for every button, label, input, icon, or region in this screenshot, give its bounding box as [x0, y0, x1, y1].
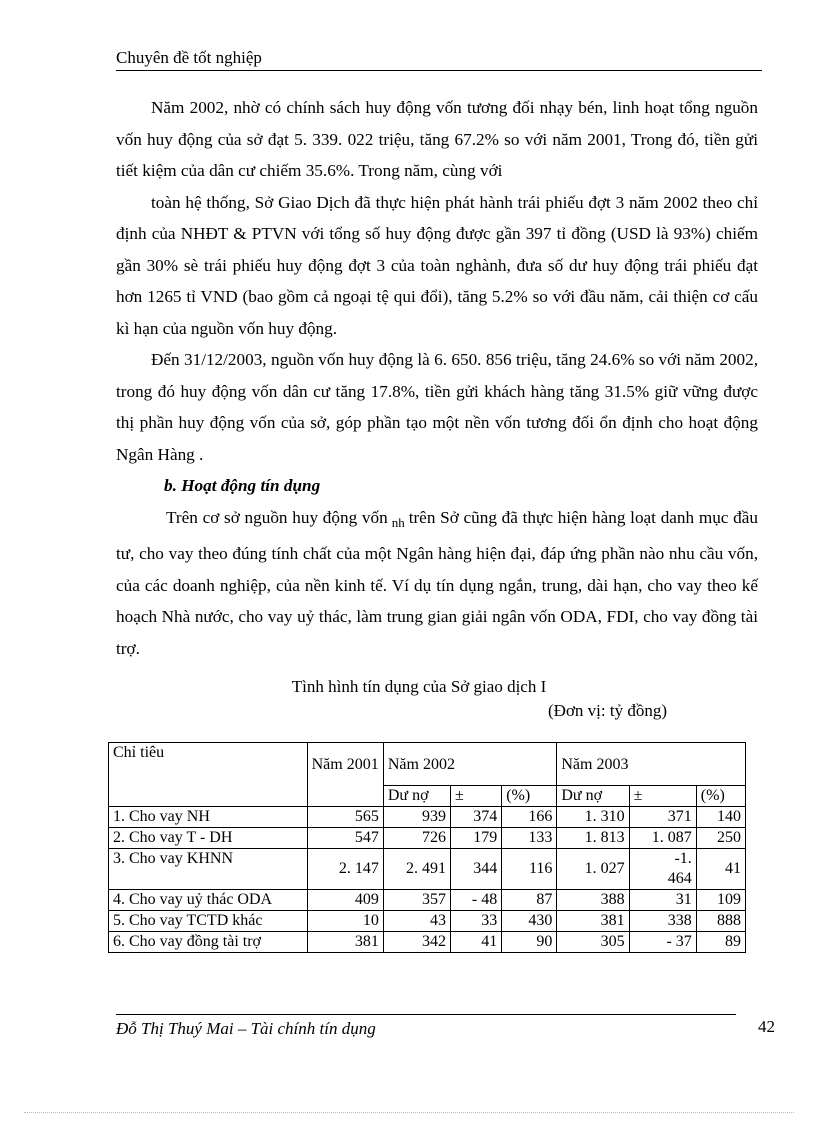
cell-2001: 565	[307, 807, 383, 828]
cell-pct-2003: 109	[696, 890, 745, 911]
cell-change-2002: 179	[451, 828, 502, 849]
cell-2001: 547	[307, 828, 383, 849]
row-name: 3. Cho vay KHNN	[109, 849, 308, 890]
cell-du-no-2003: 305	[557, 932, 629, 953]
cell-change-2003: - 37	[629, 932, 696, 953]
row-name: 4. Cho vay uỷ thác ODA	[109, 890, 308, 911]
header-year-2001: Năm 2001	[307, 743, 383, 807]
paragraph-4-start: Trên cơ sở nguồn huy động vốn	[166, 507, 388, 527]
cell-du-no-2003: 1. 027	[557, 849, 629, 890]
paragraph-4-inline-note: nh	[391, 514, 405, 530]
cell-change-2002: - 48	[451, 890, 502, 911]
table-row	[109, 828, 746, 849]
paragraph-3: Đến 31/12/2003, nguồn vốn huy động là 6. 650. 856 triệu, tăng 24.6% so với năm 2002, trong đó huy động vốn dân cư tăng 17.8%, tiền gửi khách hàng tăng 31.5% giữ vững được thị phần huy động vốn của sở, góp phần tạo một nền vốn tương đối ổn định cho hoạt động Ngân Hàng .	[116, 350, 758, 464]
cell-du-no-2002: 2. 491	[383, 849, 450, 890]
header-pct-2002: (%)	[502, 786, 557, 807]
body-text	[116, 92, 758, 664]
cell-change-2003: 31	[629, 890, 696, 911]
header-title: Chuyên đề tốt nghiệp	[116, 48, 262, 67]
page-bottom-border	[24, 1112, 794, 1113]
table-row	[109, 911, 746, 932]
paragraph-4	[116, 502, 758, 665]
cell-pct-2002: 87	[502, 890, 557, 911]
header-change-2002: ±	[451, 786, 502, 807]
table-unit: (Đơn vị: tỷ đồng)	[548, 701, 668, 720]
table-title: Tình hình tín dụng của Sở giao dịch I	[291, 677, 547, 696]
paragraph-1: Năm 2002, nhờ có chính sách huy động vốn tương đối nhạy bén, linh hoạt tổng nguồn vốn huy động của sở đạt 5. 339. 022 triệu, tăng 67.2% so với năm 2001, Trong đó, tiền gửi tiết kiệm của dân cư chiếm 35.6%. Trong năm, cùng với	[116, 98, 758, 180]
cell-change-2003: 338	[629, 911, 696, 932]
cell-du-no-2003: 381	[557, 911, 629, 932]
cell-pct-2003: 89	[696, 932, 745, 953]
row-name: 2. Cho vay T - DH	[109, 828, 308, 849]
table-row	[109, 932, 746, 953]
paragraph-4-end: trên Sở cũng đã thực hiện hàng loạt danh mục đầu tư, cho vay theo đúng tính chất của một Ngân hàng hiện đại, đáp ứng phần nào nhu cầu vốn, của các doanh nghiệp, của nền kinh tế. Ví dụ tín dụng ngắn, trung, dài hạn, cho vay theo kế hoạch Nhà nước, cho vay uỷ thác, làm trung gian giải ngân vốn ODA, FDI, cho vay đồng tài trợ.	[116, 507, 758, 658]
cell-2001: 381	[307, 932, 383, 953]
footer-divider	[116, 1014, 736, 1015]
cell-du-no-2002: 939	[383, 807, 450, 828]
header-year-2002: Năm 2002	[383, 743, 557, 786]
header-du-no-2002: Dư nợ	[383, 786, 450, 807]
table-row	[109, 849, 746, 890]
cell-2001: 2. 147	[307, 849, 383, 890]
cell-2001: 409	[307, 890, 383, 911]
page-number: 42	[758, 1017, 775, 1036]
table-row	[109, 890, 746, 911]
row-name: 5. Cho vay TCTD khác	[109, 911, 308, 932]
cell-pct-2002: 166	[502, 807, 557, 828]
header-year-2003: Năm 2003	[557, 743, 746, 786]
cell-change-2003: 371	[629, 807, 696, 828]
row-name: 1. Cho vay NH	[109, 807, 308, 828]
cell-du-no-2003: 1. 310	[557, 807, 629, 828]
cell-pct-2003: 140	[696, 807, 745, 828]
section-subheading: b. Hoạt động tín dụng	[164, 476, 321, 495]
cell-pct-2003: 41	[696, 849, 745, 890]
table-row	[109, 807, 746, 828]
header-pct-2003: (%)	[696, 786, 745, 807]
header-change-2003: ±	[629, 786, 696, 807]
cell-pct-2002: 133	[502, 828, 557, 849]
paragraph-2: toàn hệ thống, Sở Giao Dịch đã thực hiện phát hành trái phiếu đợt 3 năm 2002 theo chỉ định của NHĐT & PTVN với tổng số huy động được gần 397 tỉ đồng (USD là 93%) chiếm gần 30% sè trái phiếu huy động đợt 3 của toàn nghành, đưa số dư huy động trái phiếu đạt hơn 1265 tỉ VND (bao gồm cả ngoại tệ qui đổi), tăng 5.2% so với đầu năm, cải thiện cơ cấu kì hạn của nguồn vốn huy động.	[116, 192, 758, 338]
cell-pct-2002: 90	[502, 932, 557, 953]
cell-change-2003: -1. 464	[629, 849, 696, 890]
cell-du-no-2002: 43	[383, 911, 450, 932]
cell-change-2002: 344	[451, 849, 502, 890]
footer-author: Đỗ Thị Thuý Mai – Tài chính tín dụng	[116, 1019, 376, 1038]
cell-du-no-2003: 388	[557, 890, 629, 911]
cell-pct-2003: 250	[696, 828, 745, 849]
cell-du-no-2002: 726	[383, 828, 450, 849]
cell-du-no-2003: 1. 813	[557, 828, 629, 849]
cell-pct-2003: 888	[696, 911, 745, 932]
cell-change-2002: 33	[451, 911, 502, 932]
header-du-no-2003: Dư nợ	[557, 786, 629, 807]
cell-change-2003: 1. 087	[629, 828, 696, 849]
row-name: 6. Cho vay đồng tài trợ	[109, 932, 308, 953]
cell-du-no-2002: 342	[383, 932, 450, 953]
cell-du-no-2002: 357	[383, 890, 450, 911]
cell-change-2002: 41	[451, 932, 502, 953]
header-indicator: Chỉ tiêu	[109, 743, 308, 807]
credit-table	[108, 742, 746, 953]
cell-pct-2002: 116	[502, 849, 557, 890]
page-header	[116, 48, 762, 71]
cell-change-2002: 374	[451, 807, 502, 828]
cell-2001: 10	[307, 911, 383, 932]
cell-pct-2002: 430	[502, 911, 557, 932]
